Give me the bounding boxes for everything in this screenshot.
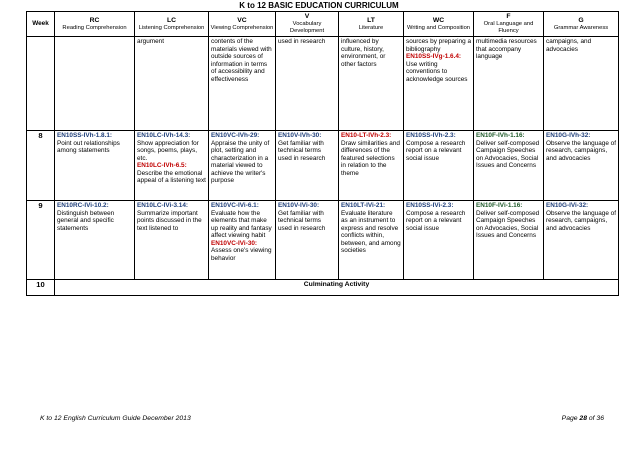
cell-vc bbox=[209, 201, 276, 280]
cell-rc bbox=[55, 37, 135, 131]
week-number: 9 bbox=[27, 201, 55, 280]
competency-code: EN10F-IVi-1.16: bbox=[476, 202, 523, 209]
competency-code: EN10V-IVh-30: bbox=[278, 132, 322, 139]
cell-v bbox=[276, 131, 339, 201]
week-number: 10 bbox=[27, 280, 55, 296]
header-rc: RC Reading Comprehension bbox=[55, 12, 135, 37]
competency-code: EN10VC-IVi-30: bbox=[211, 239, 258, 247]
cell-lc bbox=[135, 131, 209, 201]
competency-code: EN10SS-IVg-1.6.4: bbox=[406, 53, 462, 61]
cell-text: Observe the language of research, campaigns, and advocacies bbox=[546, 139, 616, 162]
cell-f bbox=[474, 131, 544, 201]
cell-text: Compose a research report on a relevant social issue bbox=[406, 209, 466, 232]
cell-text: Get familiar with technical terms used in research bbox=[278, 209, 326, 232]
week-number: 8 bbox=[27, 131, 55, 201]
header-f: F Oral Language and Fluency bbox=[474, 12, 544, 37]
competency-code: EN10LC-IVi-3.14: bbox=[137, 202, 189, 209]
cell-text: Point out relationships among statements bbox=[57, 139, 120, 155]
header-g: G Grammar Awareness bbox=[544, 12, 619, 37]
competency-code: EN10LC-IVh-14.3: bbox=[137, 132, 191, 139]
header-vc: VC Viewing Comprehension bbox=[209, 12, 276, 37]
cell-text: Assess one's viewing behavior bbox=[211, 247, 272, 262]
cell-v: used in research bbox=[276, 37, 339, 131]
competency-code: EN10G-IVi-32: bbox=[546, 202, 589, 209]
cell-wc bbox=[404, 131, 474, 201]
competency-code: EN10SS-IVi-2.3: bbox=[406, 202, 454, 209]
competency-code: EN10V-IVi-30: bbox=[278, 202, 320, 209]
cell-f bbox=[474, 201, 544, 280]
cell-text: sources by preparing a bibliography bbox=[406, 38, 472, 53]
competency-code: EN10-LT-IVh-2.3: bbox=[341, 132, 392, 139]
table-row-continued bbox=[27, 37, 619, 131]
cell-rc bbox=[55, 131, 135, 201]
footer-guide-title: K to 12 English Curriculum Guide December 2013 bbox=[40, 415, 191, 422]
cell-g: campaigns, and advocacies bbox=[544, 37, 619, 131]
cell-text: Get familiar with technical terms used in research bbox=[278, 139, 326, 162]
cell-text: Summarize important points discussed in the text listened to bbox=[137, 209, 202, 232]
cell-text: Appraise the unity of plot, setting and characterization in a material viewed to achieve the writer's purpose bbox=[211, 139, 270, 185]
cell-text: Use writing conventions to acknowledge sources bbox=[406, 60, 468, 83]
competency-code: EN10LT-IVi-21: bbox=[341, 202, 386, 209]
competency-code: EN10RC-IVi-10.2: bbox=[57, 202, 109, 209]
cell-text: Describe the emotional appeal of a listening text bbox=[137, 169, 206, 185]
competency-code: EN10VC-IVi-6.1: bbox=[211, 202, 259, 209]
cell-f: multimedia resources that accompany language bbox=[474, 37, 544, 131]
cell-lt: influenced by culture, history, environment, or other factors bbox=[339, 37, 404, 131]
cell-lc bbox=[135, 201, 209, 280]
cell-vc: contents of the materials viewed with outside sources of information in terms of accessibility and effectiveness bbox=[209, 37, 276, 131]
cell-text: Deliver self-composed Campaign Speeches on Advocacies, Social Issues and Concerns bbox=[476, 209, 540, 240]
footer-page-number: Page 28 of 36 bbox=[561, 415, 604, 422]
cell-text: Show appreciation for songs, poems, plays, etc. bbox=[137, 139, 199, 162]
header-week: Week bbox=[27, 12, 55, 37]
competency-code: EN10F-IVh-1.16: bbox=[476, 132, 525, 139]
header-wc: WC Writing and Composition bbox=[404, 12, 474, 37]
header-v: V Vocabulary Development bbox=[276, 12, 339, 37]
cell-lc: argument bbox=[135, 37, 209, 131]
table-row-week-10 bbox=[27, 280, 619, 296]
table-row-week-8 bbox=[27, 131, 619, 201]
header-lc: LC Listening Comprehension bbox=[135, 12, 209, 37]
cell-lt bbox=[339, 201, 404, 280]
cell-text: Deliver self-composed Campaign Speeches on Advocacies, Social Issues and Concerns bbox=[476, 139, 540, 170]
cell-v bbox=[276, 201, 339, 280]
header-lt: LT Literature bbox=[339, 12, 404, 37]
cell-g bbox=[544, 131, 619, 201]
header-row bbox=[27, 12, 619, 37]
cell-g bbox=[544, 201, 619, 280]
cell-text: Evaluate literature as an instrument to express and resolve conflicts within, between, and among societies bbox=[341, 209, 401, 255]
week-cell bbox=[27, 37, 55, 131]
cell-lt bbox=[339, 131, 404, 201]
cell-text: Draw similarities and differences of the featured selections in relation to the theme bbox=[341, 139, 400, 177]
cell-text: Evaluate how the elements that make up reality and fantasy affect viewing habit bbox=[211, 209, 272, 240]
competency-code: EN10SS-IVh-2.3: bbox=[406, 132, 456, 139]
curriculum-table bbox=[26, 11, 619, 296]
cell-rc bbox=[55, 201, 135, 280]
cell-wc bbox=[404, 201, 474, 280]
cell-vc bbox=[209, 131, 276, 201]
cell-wc bbox=[404, 37, 474, 131]
competency-code: EN10SS-IVh-1.8.1: bbox=[57, 132, 113, 139]
table-row-week-9 bbox=[27, 201, 619, 280]
cell-text: Observe the language of research, campaigns, and advocacies bbox=[546, 209, 616, 232]
document-title: K to 12 BASIC EDUCATION CURRICULUM bbox=[239, 1, 399, 10]
culminating-activity: Culminating Activity bbox=[55, 280, 619, 296]
competency-code: EN10VC-IVh-29: bbox=[211, 132, 260, 139]
competency-code: EN10G-IVh-32: bbox=[546, 132, 591, 139]
cell-text: Compose a research report on a relevant social issue bbox=[406, 139, 466, 162]
cell-text: Distinguish between general and specific statements bbox=[57, 209, 115, 232]
competency-code: EN10LC-IVh-6.5: bbox=[137, 162, 187, 170]
